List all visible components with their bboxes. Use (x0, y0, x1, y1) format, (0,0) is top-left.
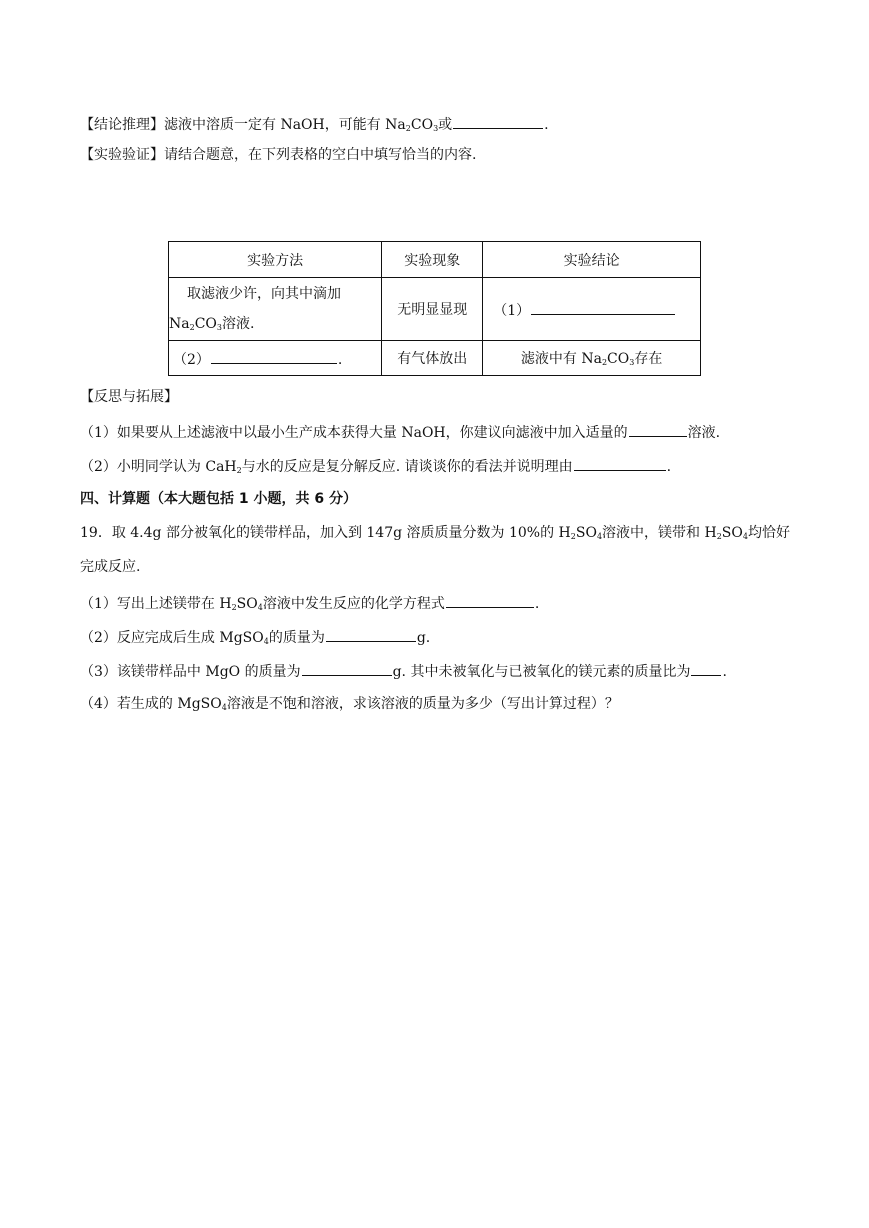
subscript: 3 (629, 358, 635, 367)
question-text: （4）若生成的 MgSO (80, 696, 222, 712)
question-text: （1）写出上述镁带在 H (80, 596, 232, 612)
conclusion-text: 滤液中有 Na (520, 351, 602, 367)
table-cell-phenomenon: 无明显显现 (382, 278, 483, 341)
q19-line2: 完成反应. (80, 559, 141, 575)
reflection-q1 (80, 421, 720, 443)
answer-blank[interactable] (446, 592, 534, 608)
q19-line1 (80, 523, 790, 543)
blank-label: （2） (173, 351, 210, 368)
formula-part: SO (721, 525, 743, 541)
question-text: 19．取 4.4g 部分被氧化的镁带样品，加入到 147g 溶质质量分数为 10%的 H (80, 525, 571, 541)
subscript: 2 (405, 124, 411, 133)
conclusion-tail: 存在 (634, 351, 663, 367)
subscript: 2 (601, 358, 608, 367)
blank-label: （1） (493, 302, 531, 319)
question-text: 溶液中发生反应的化学方程式 (262, 596, 445, 612)
subscript: 4 (257, 603, 263, 612)
formula-part: CO (410, 117, 434, 133)
period: . (534, 596, 540, 612)
q19-part3 (80, 660, 727, 682)
conclusion-tail: 或 (438, 117, 453, 133)
subscript: 4 (596, 532, 603, 541)
subscript: 4 (221, 703, 227, 712)
formula-part: SO (236, 596, 258, 612)
answer-blank[interactable] (211, 348, 337, 364)
question-text: 与水的反应是复分解反应. 请谈谈你的看法并说明理由 (241, 459, 573, 475)
table-cell-conclusion (483, 278, 701, 341)
q19-part1 (80, 592, 539, 614)
answer-blank[interactable] (531, 299, 675, 315)
question-text: （1）如果要从上述滤液中以最小生产成本获得大量 NaOH，你建议向滤液中加入适量的 (80, 425, 628, 441)
question-text: g. 其中未被氧化与已被氧化的镁元素的质量比为 (392, 664, 691, 680)
answer-blank[interactable] (453, 113, 543, 129)
table-header-conclusion: 实验结论 (483, 242, 701, 278)
verification-text: 请结合题意，在下列表格的空白中填写恰当的内容. (164, 147, 477, 163)
method-line1: 取滤液少许，向其中滴加 (187, 286, 341, 302)
q19-part4 (80, 694, 619, 714)
q19-part2 (80, 626, 430, 648)
conclusion-line (80, 113, 549, 135)
period: . (722, 664, 727, 680)
subscript: 2 (570, 532, 576, 541)
answer-blank[interactable] (326, 626, 416, 642)
table-header-method: 实验方法 (169, 242, 382, 278)
table-row (169, 341, 701, 376)
table-header-phenomenon: 实验现象 (382, 242, 483, 278)
reflection-heading: 【反思与拓展】 (80, 389, 178, 405)
unit-text: g. (416, 630, 431, 646)
subscript: 3 (216, 323, 222, 332)
subscript: 4 (263, 637, 269, 646)
method-tail: 溶液. (222, 316, 255, 332)
verification-line (80, 145, 476, 165)
method-line2 (169, 309, 381, 339)
answer-blank[interactable] (574, 455, 666, 471)
subscript: 2 (236, 466, 242, 475)
section-title: 四、计算题（本大题包括 1 小题，共 6 分） (80, 491, 357, 507)
subscript: 2 (716, 532, 722, 541)
formula-part: Na (169, 316, 190, 332)
formula-part: SO (575, 525, 597, 541)
period: . (666, 459, 672, 475)
conclusion-heading: 【结论推理】 (80, 117, 164, 133)
answer-blank[interactable] (691, 660, 721, 676)
conclusion-text: 滤液中溶质一定有 NaOH，可能有 Na (164, 117, 406, 133)
question-text: 均恰好 (747, 525, 790, 541)
formula-part: CO (194, 316, 217, 332)
subscript: 2 (231, 603, 237, 612)
table-header-row (169, 242, 701, 278)
table-cell-method (169, 278, 382, 341)
answer-blank[interactable] (629, 421, 687, 437)
table-row (169, 278, 701, 341)
answer-blank[interactable] (302, 660, 392, 676)
subscript: 3 (433, 124, 439, 133)
formula-part: CO (607, 351, 630, 367)
subscript: 2 (189, 323, 195, 332)
question-text: （2）小明同学认为 CaH (80, 459, 237, 475)
period: . (337, 351, 343, 368)
experiment-table (168, 241, 701, 376)
question-text: 溶液中，镁带和 H (602, 525, 717, 541)
table-cell-conclusion (483, 341, 701, 376)
question-text: 溶液是不饱和溶液，求该溶液的质量为多少（写出计算过程）？ (226, 696, 619, 712)
reflection-q2 (80, 455, 671, 477)
period: . (544, 117, 549, 133)
question-text: 的质量为 (268, 630, 325, 646)
table-cell-method (169, 341, 382, 376)
question-text: （2）反应完成后生成 MgSO (80, 630, 264, 646)
question-text: （3）该镁带样品中 MgO 的质量为 (80, 664, 301, 680)
verification-heading: 【实验验证】 (80, 147, 164, 163)
table-cell-phenomenon: 有气体放出 (382, 341, 483, 376)
subscript: 4 (742, 532, 748, 541)
question-tail: 溶液. (687, 425, 721, 441)
